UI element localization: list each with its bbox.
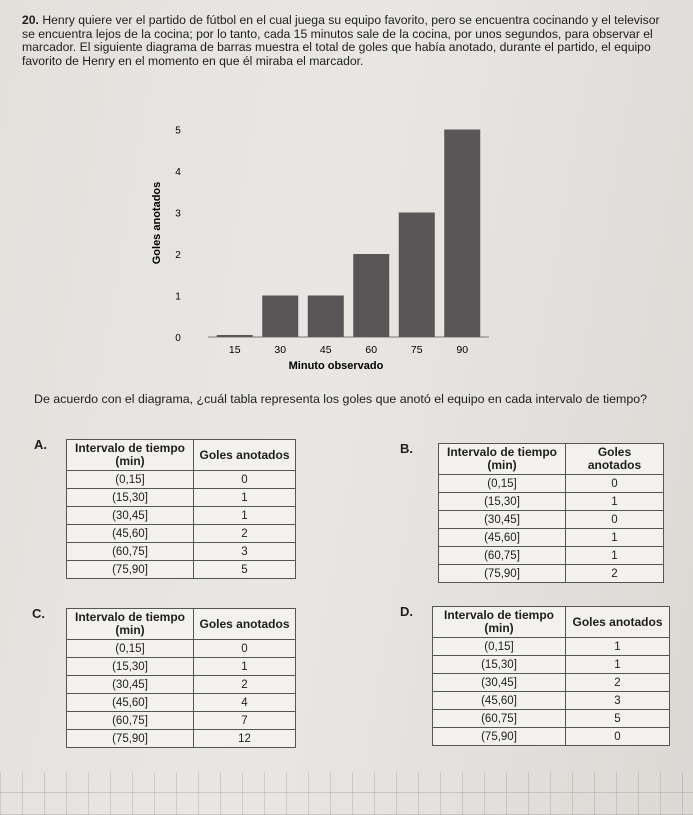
goals-cell: 2 — [194, 525, 296, 543]
table-row — [433, 674, 670, 692]
table-row — [67, 507, 296, 525]
goals-cell: 1 — [194, 489, 296, 507]
question-text: De acuerdo con el diagrama, ¿cuál tabla representa los goles que anotó el equipo en cada intervalo de tiempo? — [34, 392, 648, 406]
interval-cell: (15,30] — [67, 658, 194, 676]
y-axis-label: Goles anotados — [151, 181, 163, 265]
interval-cell: (45,60] — [67, 525, 194, 543]
table-row — [439, 547, 664, 565]
bar-chart — [120, 105, 520, 380]
interval-cell: (30,45] — [439, 511, 566, 529]
table-row — [433, 656, 670, 674]
x-tick-label: 15 — [228, 344, 241, 356]
column-header-goals: Goles anotados — [194, 440, 296, 471]
table-row — [67, 525, 296, 543]
option-b-letter[interactable]: B. — [400, 441, 413, 456]
column-header-interval: Intervalo de tiempo (min) — [67, 609, 194, 640]
column-header-interval: Intervalo de tiempo (min) — [433, 607, 566, 638]
table-row — [433, 710, 670, 728]
goals-cell: 2 — [194, 676, 296, 694]
goals-cell: 1 — [194, 658, 296, 676]
goals-cell: 1 — [194, 507, 296, 525]
table-row — [439, 475, 664, 493]
interval-cell: (15,30] — [433, 656, 566, 674]
interval-cell: (0,15] — [439, 475, 566, 493]
option-d-table[interactable] — [432, 606, 670, 746]
interval-cell: (30,45] — [433, 674, 566, 692]
interval-cell: (45,60] — [433, 692, 566, 710]
table-row — [67, 730, 296, 748]
column-header-interval: Intervalo de tiempo (min) — [67, 440, 194, 471]
goals-cell: 0 — [194, 471, 296, 489]
table-row — [439, 511, 664, 529]
goals-cell: 1 — [566, 493, 664, 511]
table-row — [67, 658, 296, 676]
goals-cell: 3 — [566, 692, 670, 710]
bar — [308, 296, 344, 338]
goals-cell: 2 — [566, 674, 670, 692]
table-row — [439, 529, 664, 547]
x-tick-label: 75 — [410, 344, 423, 356]
bar — [399, 213, 435, 338]
problem-statement — [22, 14, 662, 68]
goals-cell: 5 — [566, 710, 670, 728]
table-row — [67, 489, 296, 507]
x-tick-label: 90 — [456, 344, 469, 356]
goals-cell: 12 — [194, 730, 296, 748]
option-a-table[interactable] — [66, 439, 296, 579]
y-tick-label: 2 — [175, 250, 181, 261]
interval-cell: (45,60] — [67, 694, 194, 712]
goals-cell: 0 — [566, 511, 664, 529]
bar — [444, 130, 480, 338]
x-tick-label: 30 — [274, 344, 287, 356]
table-row — [67, 712, 296, 730]
option-d-letter[interactable]: D. — [400, 604, 413, 619]
table-row — [67, 640, 296, 658]
interval-cell: (75,90] — [439, 565, 566, 583]
bar — [262, 296, 298, 338]
interval-cell: (60,75] — [67, 543, 194, 561]
interval-cell: (60,75] — [439, 547, 566, 565]
bar — [217, 335, 253, 337]
goals-cell: 7 — [194, 712, 296, 730]
interval-cell: (30,45] — [67, 676, 194, 694]
y-tick-label: 5 — [175, 125, 181, 137]
goals-cell: 0 — [194, 640, 296, 658]
interval-cell: (15,30] — [439, 493, 566, 511]
table-row — [439, 493, 664, 511]
interval-cell: (75,90] — [67, 561, 194, 579]
table-row — [433, 728, 670, 746]
table-row — [433, 638, 670, 656]
table-row — [67, 543, 296, 561]
y-tick-label: 3 — [175, 208, 181, 220]
interval-cell: (60,75] — [433, 710, 566, 728]
interval-cell: (15,30] — [67, 489, 194, 507]
interval-cell: (75,90] — [67, 730, 194, 748]
option-a-letter[interactable]: A. — [34, 437, 47, 452]
table-row — [67, 471, 296, 489]
x-tick-label: 60 — [365, 344, 378, 356]
x-tick-label: 45 — [319, 344, 332, 356]
column-header-interval: Intervalo de tiempo (min) — [439, 444, 566, 475]
y-tick-label: 1 — [175, 291, 181, 303]
graph-paper-strip — [0, 772, 693, 815]
table-row — [439, 565, 664, 583]
goals-cell: 0 — [566, 475, 664, 493]
interval-cell: (0,15] — [433, 638, 566, 656]
option-b-table[interactable] — [438, 443, 664, 583]
option-c-table[interactable] — [66, 608, 296, 748]
goals-cell: 1 — [566, 547, 664, 565]
bar — [353, 254, 389, 337]
table-row — [67, 561, 296, 579]
option-c-letter[interactable]: C. — [32, 606, 45, 621]
column-header-goals: Goles anotados — [566, 444, 664, 475]
interval-cell: (60,75] — [67, 712, 194, 730]
table-row — [67, 694, 296, 712]
column-header-goals: Goles anotados — [566, 607, 670, 638]
goals-cell: 1 — [566, 529, 664, 547]
interval-cell: (0,15] — [67, 640, 194, 658]
y-tick-label: 4 — [175, 167, 181, 178]
goals-cell: 4 — [194, 694, 296, 712]
y-tick-label: 0 — [175, 333, 181, 344]
problem-text: Henry quiere ver el partido de fútbol en el cual juega su equipo favorito, pero se encuentra cocinando y el televisor se encuentra lejos de la cocina; por lo tanto, cada 15 minutos sale de la cocina, por unos segundos, para observar el marcador. El siguiente diagrama de barras muestra el total de goles que había anotado, durante el partido, el equipo favorito de Henry en el momento en que él miraba el marcador. — [22, 13, 660, 68]
table-row — [433, 692, 670, 710]
goals-cell: 2 — [566, 565, 664, 583]
column-header-goals: Goles anotados — [194, 609, 296, 640]
interval-cell: (30,45] — [67, 507, 194, 525]
goals-cell: 1 — [566, 656, 670, 674]
interval-cell: (0,15] — [67, 471, 194, 489]
problem-number: 20. — [22, 13, 39, 27]
interval-cell: (75,90] — [433, 728, 566, 746]
goals-cell: 0 — [566, 728, 670, 746]
goals-cell: 1 — [566, 638, 670, 656]
goals-cell: 5 — [194, 561, 296, 579]
interval-cell: (45,60] — [439, 529, 566, 547]
x-axis-label: Minuto observado — [288, 360, 384, 372]
table-row — [67, 676, 296, 694]
goals-cell: 3 — [194, 543, 296, 561]
